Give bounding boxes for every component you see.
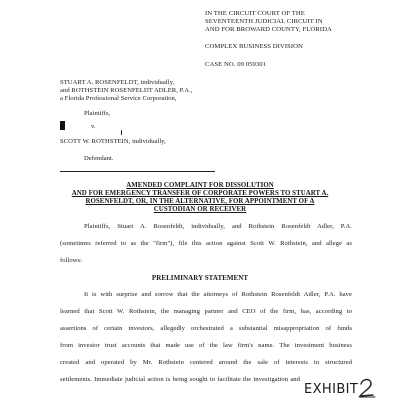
intro-line-1: Plaintiffs, Stuart A. Rosenfeldt, individually, and Rothstein Rosenfeldt Adler, P.A.: [84, 223, 352, 230]
defendant-label: Defendant.: [84, 155, 114, 162]
statement-line-4: from investor trust accounts that made use of the law firm's name. The investment business: [60, 342, 352, 349]
title-line-2: AND FOR EMERGENCY TRANSFER OF CORPORATE POWERS TO STUART A.: [71, 190, 329, 197]
plaintiff-name-line-2: and ROTHSTEIN ROSENFELDT ADLER, P.A.,: [60, 87, 193, 94]
intro-line-2: (sometimes referred to as the "firm"), file this action against Scott W. Rothstein, and allege as: [60, 240, 352, 247]
section-heading: PRELIMINARY STATEMENT: [151, 274, 249, 282]
redaction-mark: [60, 121, 65, 130]
statement-line-1: It is with surprise and sorrow that the attorneys of Rothstein Rosenfeldt Adler, P.A. have: [84, 291, 352, 298]
statement-line-6: settlements. Immediate judicial action is being sought to facilitate the investigation and: [60, 376, 300, 383]
court-name-line-3: AND FOR BROWARD COUNTY, FLORIDA: [205, 26, 332, 33]
court-name-line-2: SEVENTEENTH JUDICIAL CIRCUIT IN: [205, 18, 323, 25]
caption-rule: [60, 171, 215, 172]
defendant-name: SCOTT W. ROTHSTEIN, individually,: [60, 138, 166, 145]
court-name-line-1: IN THE CIRCUIT COURT OF THE: [205, 10, 305, 17]
title-line-4: CUSTODIAN OR RECEIVER: [153, 206, 247, 213]
intro-line-3: follows:: [60, 257, 83, 264]
title-line-1: AMENDED COMPLAINT FOR DISSOLUTION: [126, 182, 274, 189]
plaintiff-name-line-3: a Florida Professional Service Corporation,: [60, 95, 177, 102]
plaintiffs-label: Plaintiffs,: [84, 110, 111, 117]
exhibit-number-handwritten: [357, 376, 377, 398]
plaintiff-name-line-1: STUART A. ROSENFELDT, individually,: [60, 79, 175, 86]
title-line-3: ROSENFELDT, OR, IN THE ALTERNATIVE, FOR APPOINTMENT OF A: [85, 198, 315, 205]
statement-line-2: learned that Scott W. Rothstein, the managing partner and CEO of the firm, has, according to: [60, 308, 352, 315]
statement-line-5: created and operated by Mr. Rothstein centered around the sale of interests in structured: [60, 359, 352, 366]
court-division: COMPLEX BUSINESS DIVISION: [205, 43, 303, 50]
versus-label: v.: [91, 123, 96, 130]
case-number: CASE NO. 09 059301: [205, 61, 267, 68]
exhibit-label: EXHIBIT: [304, 382, 359, 397]
margin-tick: [121, 130, 122, 135]
statement-line-3: assertions of certain investors, allegedly orchestrated a substantial misappropriation of funds: [60, 325, 352, 332]
